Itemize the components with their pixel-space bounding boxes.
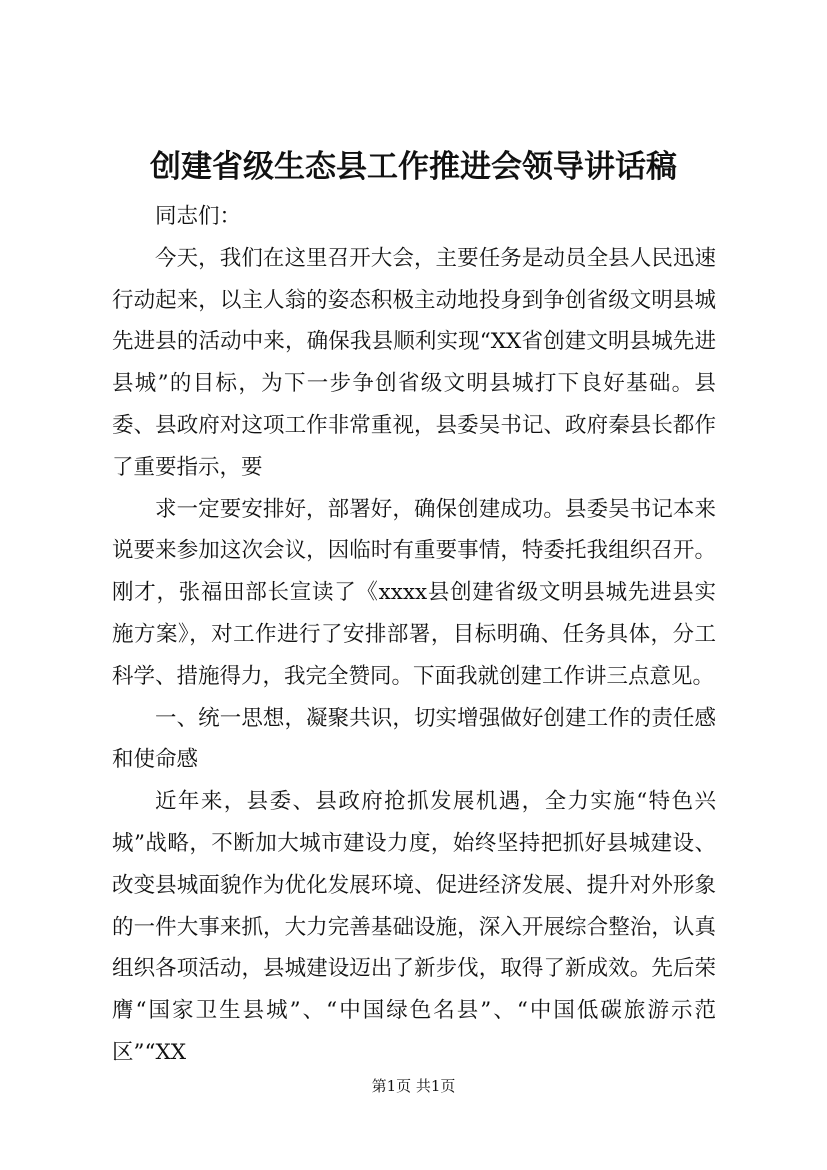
document-title: 创建省级生态县工作推进会领导讲话稿 (150, 149, 677, 185)
page-number: 第1页 共1页 (371, 1077, 456, 1095)
paragraph-1: 今天，我们在这里召开大会，主要任务是动员全县人民迅速行动起来，以主人翁的姿态积极主动地投身到争创省级文明县城先进县的活动中来，确保我县顺利实现“XX省创建文明县城先进县城”的目标，为下一步争创省级文明县城打下良好基础。县委、县政府对这项工作非常重视，县委吴书记、政府秦县长都作了重要指示，要 (112, 245, 716, 480)
document-body (112, 196, 716, 1074)
paragraph-3: 近年来，县委、县政府抢抓发展机遇，全力实施“特色兴城”战略，不断加大城市建设力度，始终坚持把抓好县城建设、改变县城面貌作为优化发展环境、促进经济发展、提升对外形象的一件大事来抓，大力完善基础设施，深入开展综合整治，认真组织各项活动，县城建设迈出了新步伐，取得了新成效。先后荣膺“国家卫生县城”、“中国绿色名县”、“中国低碳旅游示范区”“XX (112, 789, 716, 1065)
section-heading-1: 一、统一思想，凝聚共识，切实增强做好创建工作的责任感和使命感 (112, 705, 716, 773)
salutation: 同志们： (155, 204, 242, 229)
paragraph-2: 求一定要安排好，部署好，确保创建成功。县委吴书记本来说要来参加这次会议，因临时有重要事情，特委托我组织召开。刚才，张福田部长宣读了《xxxx县创建省级文明县城先进县实施方案》，对工作进行了安排部署，目标明确、任务具体，分工科学、措施得力，我完全赞同。下面我就创建工作讲三点意见。 (112, 496, 716, 689)
